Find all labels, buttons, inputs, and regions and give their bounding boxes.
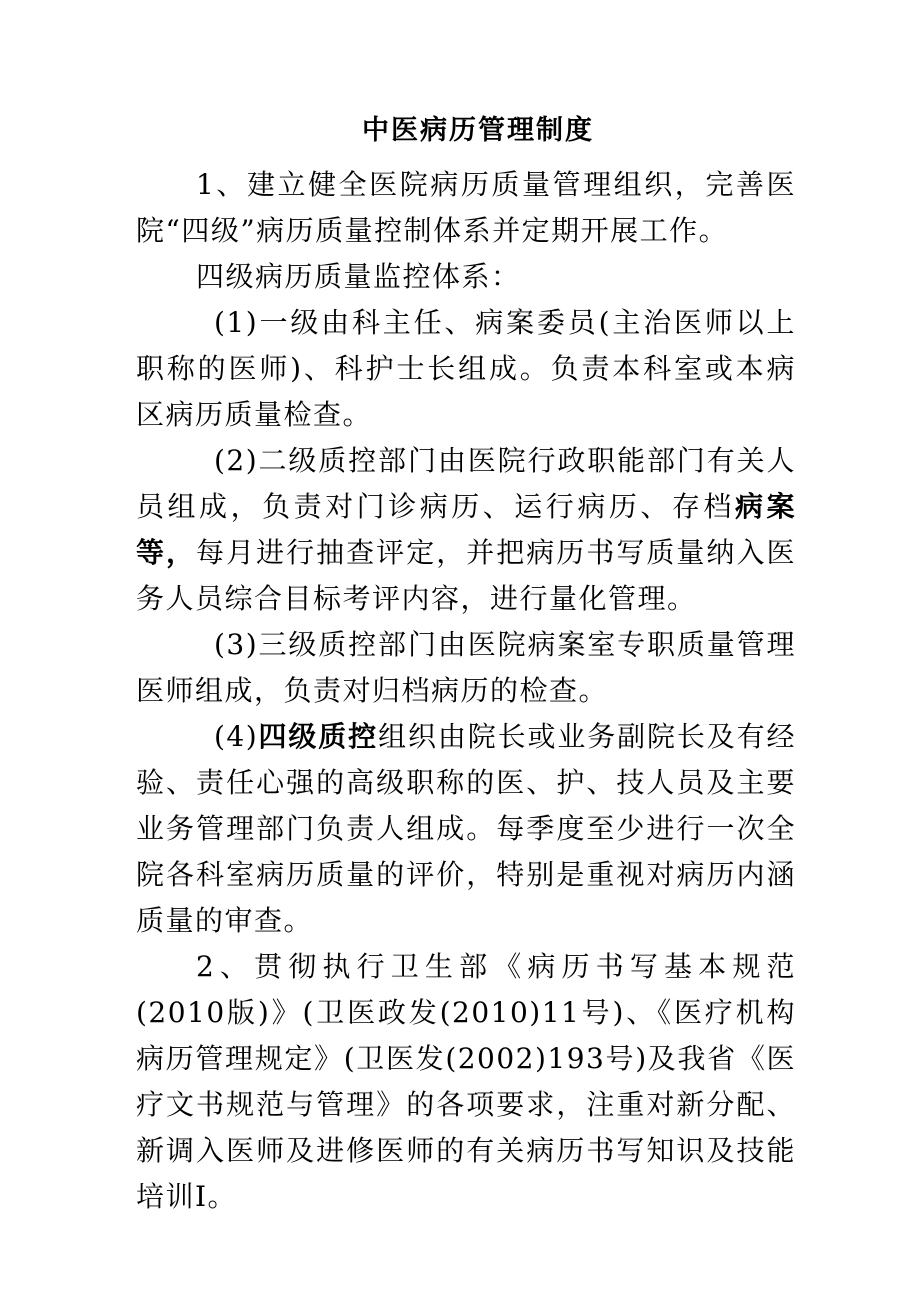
list-item-4-text-b: 组织由院长或业务副院长及有经验、责任心强的高级职称的医、护、技人员及主要业务管理部门负责人组成。每季度至少进行一次全院各科室病历质量的评价，特别是重视对病历内涵质量的审查。: [136, 720, 796, 937]
list-item-2-bold: 病案等，: [136, 490, 796, 569]
list-item-2: [136, 438, 796, 622]
paragraph-2: 四级病历质量监控体系：: [196, 260, 521, 293]
document-title: 中医病历管理制度: [362, 115, 594, 146]
list-item-2-text-b: 每月进行抽查评定，并把病历书写质量纳入医务人员综合目标考评内容，进行量化管理。: [136, 536, 796, 615]
list-item-1: (1)一级由科主任、病案委员(主治医师以上职称的医师)、科护士长组成。负责本科室或本病区病历质量检查。: [136, 306, 796, 431]
document-page: [136, 108, 796, 1220]
paragraph-1: 1、建立健全医院病历质量管理组织，完善医院“四级”病历质量控制体系并定期开展工作。: [136, 168, 796, 247]
list-item-4: [136, 714, 796, 944]
list-item-3: (3)三级质控部门由医院病案室专职质量管理医师组成，负责对归档病历的检查。: [136, 628, 796, 707]
paragraph-3: 2、贯彻执行卫生部《病历书写基本规范(2010版)》(卫医政发(2010)11号)、《医疗机构病历管理规定》(卫医发(2002)193号)及我省《医疗文书规范与管理》的各项要求，注重对新分配、新调入医师及进修医师的有关病历书写知识及技能培训I。: [136, 950, 796, 1213]
list-item-4-bold: 四级质控: [258, 720, 379, 753]
list-item-4-text-a: (4): [214, 720, 259, 753]
list-item-2-text-a: (2)二级质控部门由医院行政职能部门有关人员组成，负责对门诊病历、运行病历、存档: [136, 444, 796, 523]
